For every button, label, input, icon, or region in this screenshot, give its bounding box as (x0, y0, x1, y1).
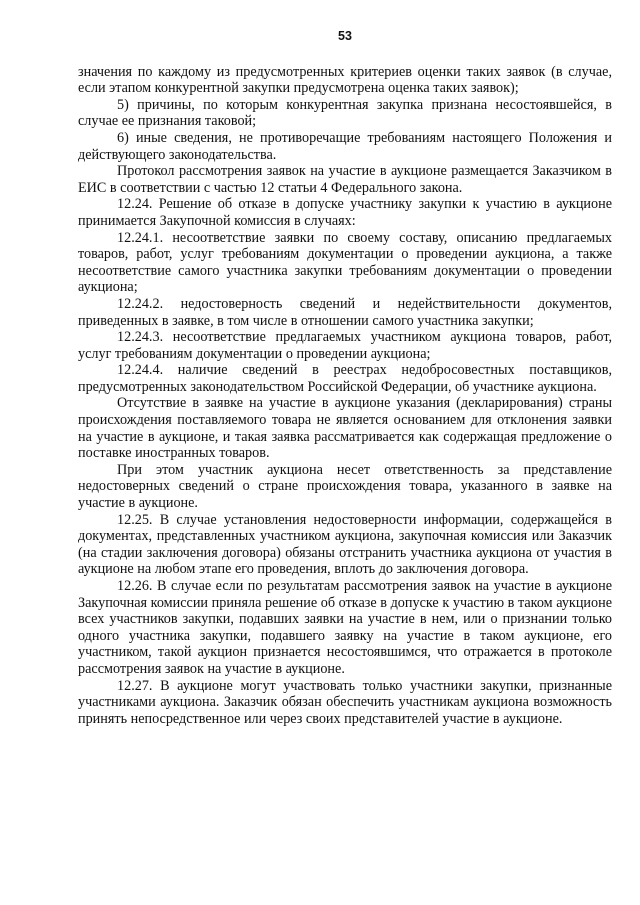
paragraph: При этом участник аукциона несет ответственность за представление недостоверных сведений о стране происхождения товара, указанного в заявке на участие в аукционе. (78, 461, 612, 512)
document-page (78, 28, 612, 727)
paragraph: 5) причины, по которым конкурентная закупка признана несостоявшейся, в случае ее признания таковой; (78, 96, 612, 130)
paragraph: 12.27. В аукционе могут участвовать только участники закупки, признанные участниками аукциона. Заказчик обязан обеспечить участникам аукциона возможность принять непосредственное или через своих представителей участие в аукционе. (78, 677, 612, 727)
paragraph: Отсутствие в заявке на участие в аукционе указания (декларирования) страны происхождения поставляемого товара не является основанием для отклонения заявки на участие в аукционе, и такая заявка рассматривается как содержащая предложение о поставке иностранных товаров. (78, 395, 612, 462)
document-body (78, 64, 612, 728)
paragraph: 12.24.3. несоответствие предлагаемых участником аукциона товаров, работ, услуг требованиям документации о проведении аукциона; (78, 329, 612, 362)
paragraph: 12.26. В случае если по результатам рассмотрения заявок на участие в аукционе Закупочная комиссии приняла решение об отказе в допуске к участию в таком аукционе всех участников закупки, подавших заявки на участие в нем, или о признании только одного участника закупки, подавшего заявку на участие в таком аукционе, его участником, такой аукцион признается несостоявшимся, что отражается в протоколе рассмотрения заявок на участие в аукционе. (78, 578, 612, 677)
paragraph: 12.25. В случае установления недостоверности информации, содержащейся в документах, представленных участником аукциона, закупочная комиссия или Заказчик (на стадии заключения договора) обязаны отстранить участника аукциона от участия в аукционе на любом этапе его проведения, вплоть до заключения договора. (78, 511, 612, 578)
paragraph: 6) иные сведения, не противоречащие требованиям настоящего Положения и действующего законодательства. (78, 129, 612, 163)
page-number: 53 (338, 29, 352, 43)
paragraph: 12.24.1. несоответствие заявки по своему составу, описанию предлагаемых товаров, работ, услуг требованиям документации о проведении аукциона, а также несоответствие самого участника закупки требованиям документации о проведении аукциона; (78, 229, 612, 296)
paragraph: значения по каждому из предусмотренных критериев оценки таких заявок (в случае, если этапом конкурентной закупки предусмотрена оценка таких заявок); (78, 63, 612, 97)
paragraph: 12.24.4. наличие сведений в реестрах недобросовестных поставщиков, предусмотренных законодательством Российской Федерации, об участнике аукциона. (78, 362, 612, 395)
paragraph: 12.24. Решение об отказе в допуске участнику закупки к участию в аукционе принимается Закупочной комиссия в случаях: (78, 196, 612, 229)
paragraph: Протокол рассмотрения заявок на участие в аукционе размещается Заказчиком в ЕИС в соответствии с частью 12 статьи 4 Федерального закона. (78, 163, 612, 196)
paragraph: 12.24.2. недостоверность сведений и недействительности документов, приведенных в заявке, в том числе в отношении самого участника закупки; (78, 295, 612, 329)
